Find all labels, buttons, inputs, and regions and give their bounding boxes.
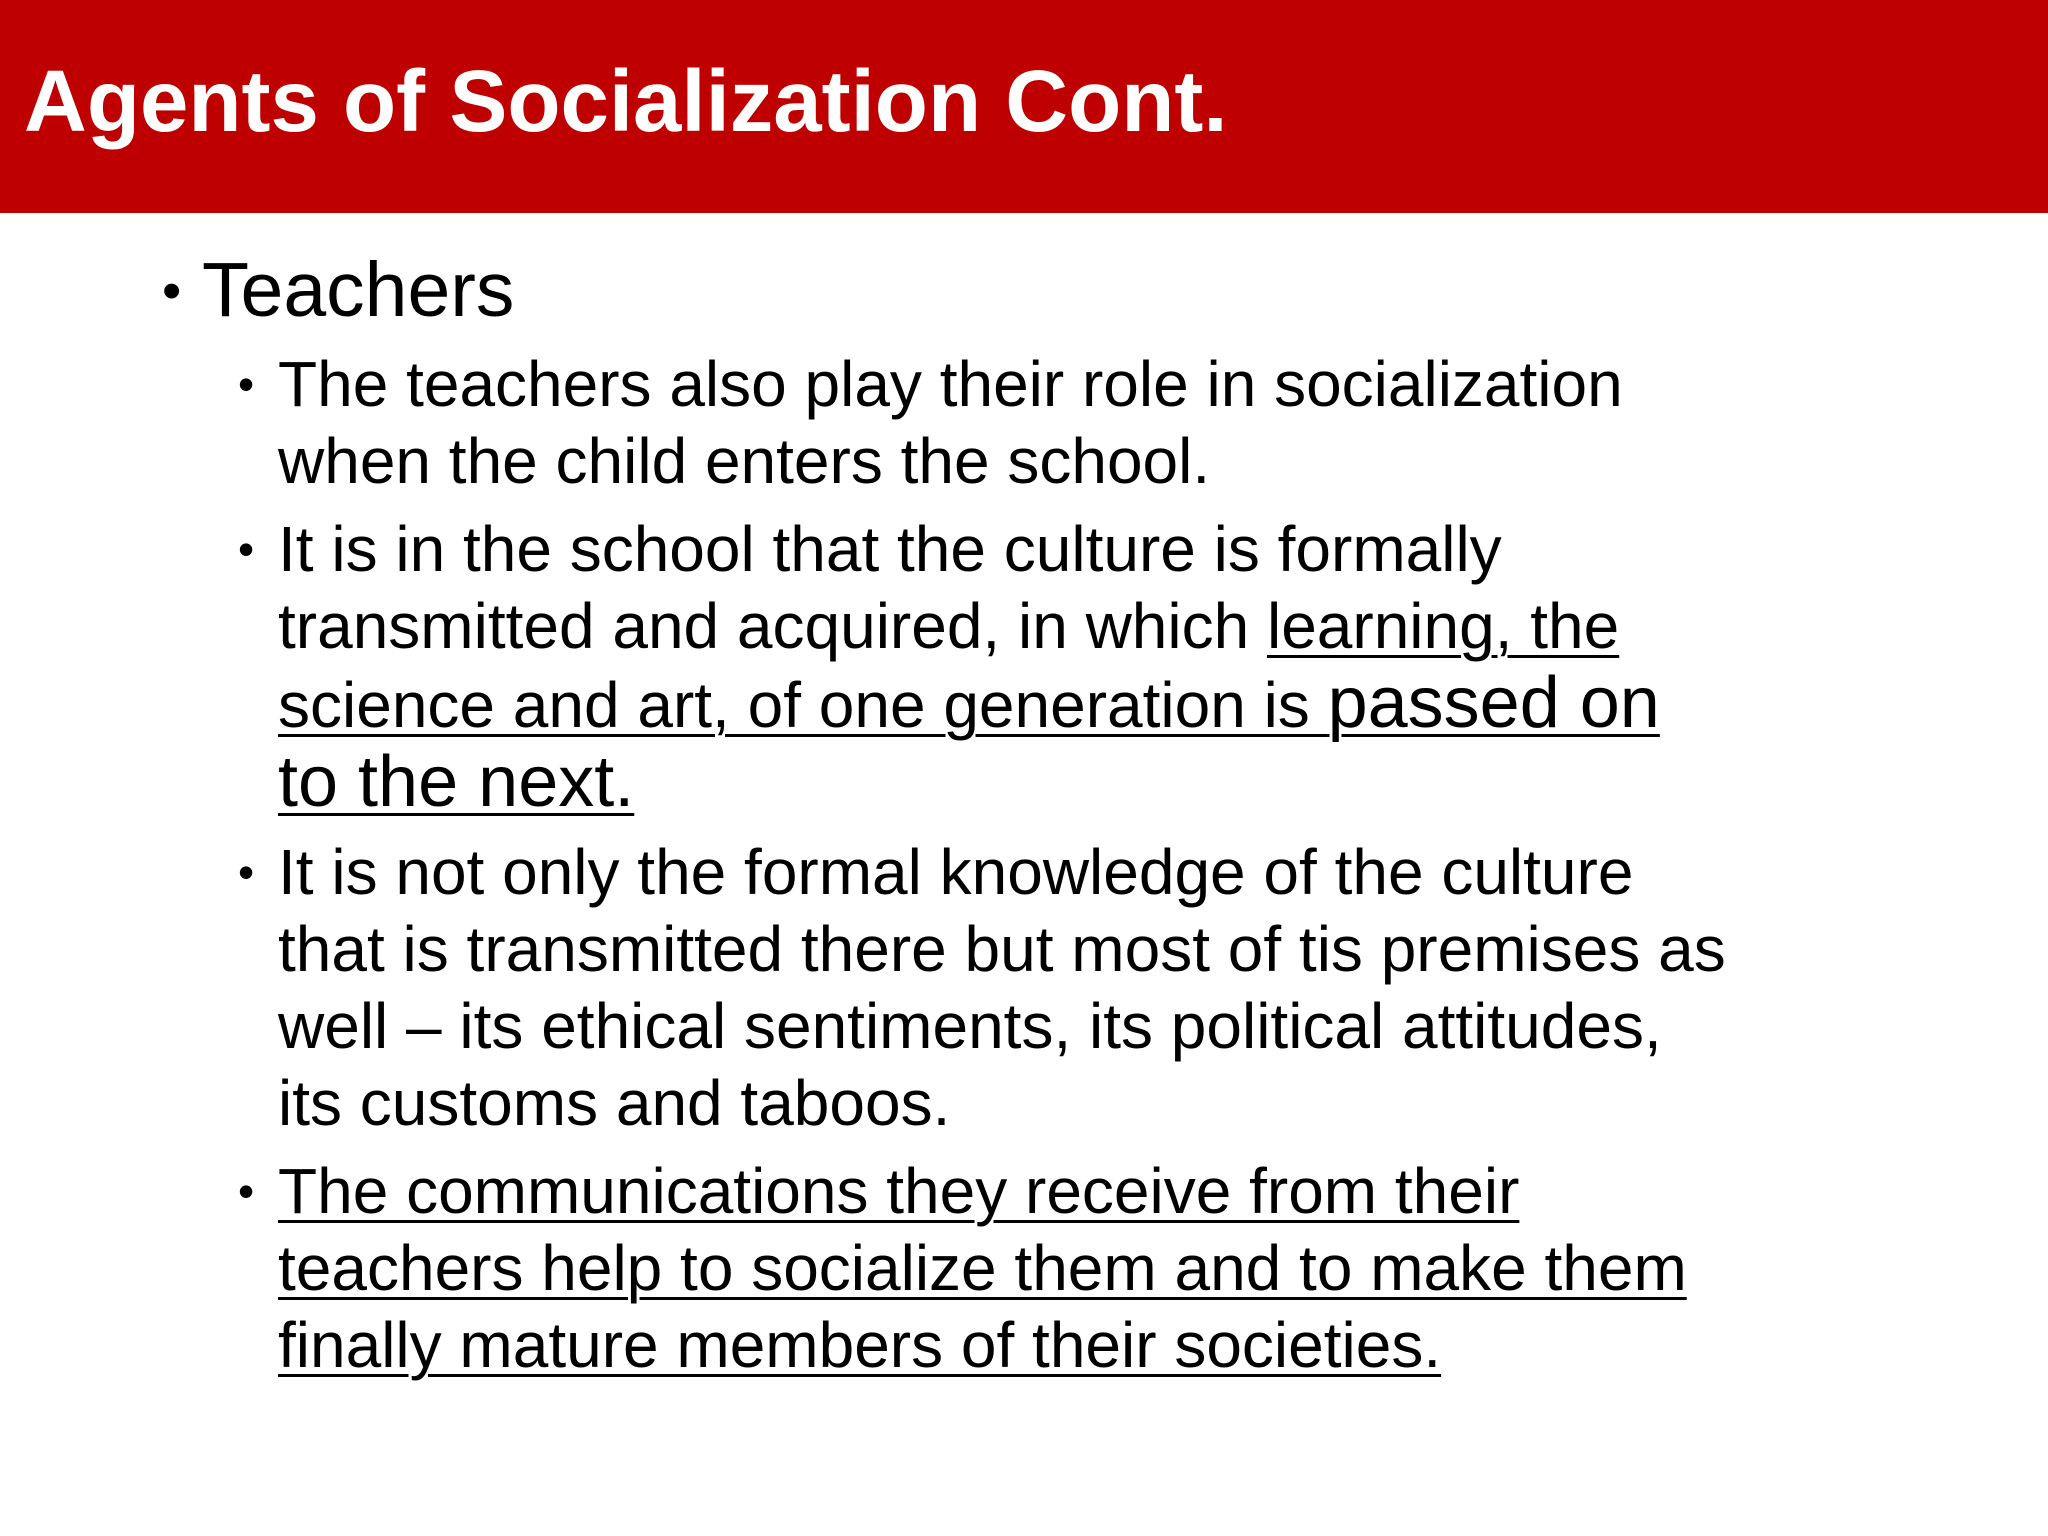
sub-bullet-list (238, 346, 1998, 1395)
underlined-large-text: to the next. (278, 742, 635, 822)
title-bar (0, 0, 2048, 213)
sub-bullet-line (278, 1307, 1998, 1384)
bullet-dot-icon: • (238, 358, 255, 410)
underlined-text: finally mature members of their societies. (278, 1309, 1442, 1381)
sub-bullet-line: well – its ethical sentiments, its political attitudes, (278, 990, 1662, 1062)
sub-bullet-line: when the child enters the school. (278, 425, 1211, 497)
bullet-dot-icon: • (238, 523, 255, 575)
underlined-text: science and art, of one generation is (278, 669, 1328, 741)
underlined-text: learning, the (1266, 590, 1620, 662)
sub-bullet-line: its customs and taboos. (278, 1067, 951, 1139)
sub-bullet-item (238, 1153, 1998, 1384)
sub-bullet-line: It is in the school that the culture is formally (278, 513, 1502, 585)
bullet-dot-icon: • (238, 1165, 255, 1217)
underlined-large-text: passed on (1327, 663, 1660, 743)
bullet-dot-icon: • (162, 259, 182, 321)
sub-bullet-line: that is transmitted there but most of tis premises as (278, 913, 1726, 985)
sub-bullet-item (238, 346, 1998, 500)
sub-bullet-line (278, 665, 1998, 744)
sub-bullet-line (278, 744, 1998, 823)
sub-bullet-line (278, 1153, 1998, 1230)
sub-bullet-line: The teachers also play their role in socialization (278, 348, 1623, 420)
underlined-text: The communications they receive from their (278, 1155, 1520, 1227)
sub-bullet-line (278, 1230, 1998, 1307)
slide-title: Agents of Socialization Cont. (24, 53, 1228, 150)
main-bullet-label: Teachers (202, 247, 515, 333)
sub-bullet-line: It is not only the formal knowledge of the culture (278, 836, 1634, 908)
underlined-text: teachers help to socialize them and to make them (278, 1232, 1687, 1304)
sub-bullet-item (238, 511, 1998, 823)
sub-bullet-line (278, 588, 1998, 665)
plain-text: transmitted and acquired, in which (278, 590, 1267, 662)
bullet-dot-icon: • (238, 846, 255, 898)
sub-bullet-item (238, 834, 1998, 1142)
